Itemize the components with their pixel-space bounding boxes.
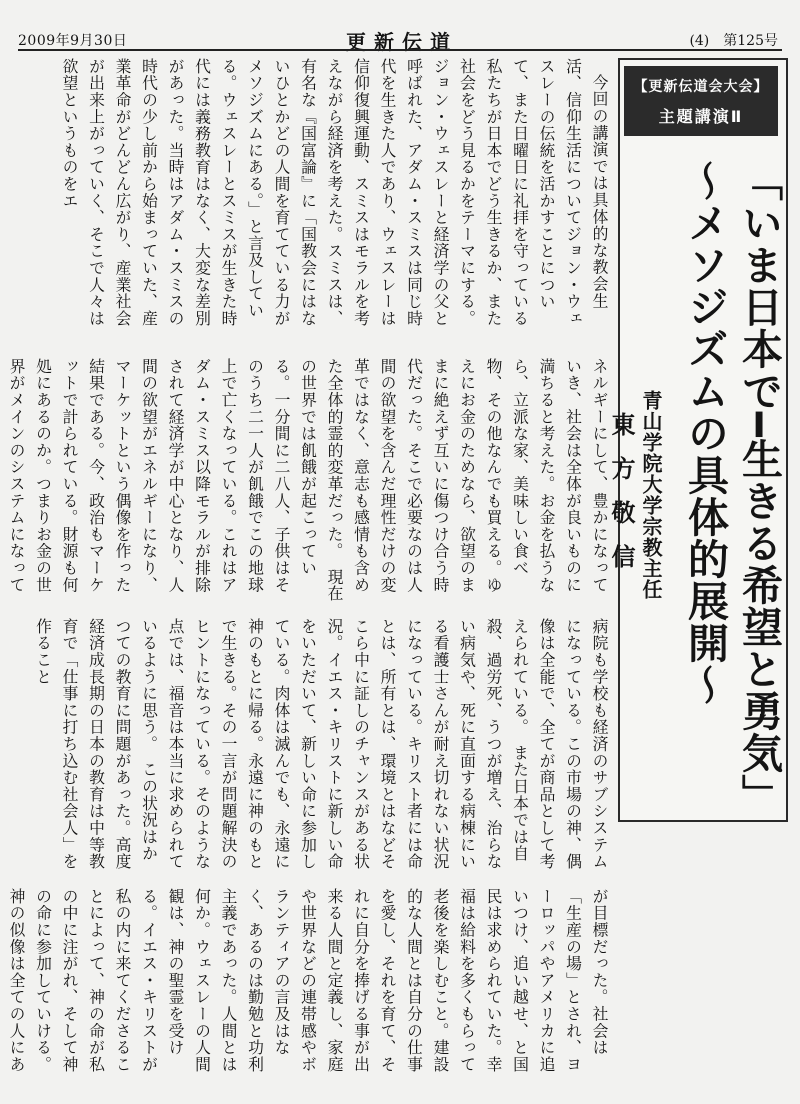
article-band-4	[7, 888, 612, 1088]
event-label: 【更新伝道会大会】	[633, 79, 769, 95]
byline	[607, 390, 666, 810]
article-body	[7, 58, 612, 1088]
title-line-2: ～メソジズムの具体的展開～	[681, 160, 729, 706]
article-band-1	[16, 58, 612, 342]
article-text-4: が目標だった。社会は「生産の場」とされ、ヨーロッパやアメリカに追いつけ、追い越せ、と国民は求められていた。幸福は給料を多くもらって老後を楽しむこと。建設的な人間とは自分の仕事を愛し、それを育て、それに自分を捧げる事が出来る人間と定義し、家庭や世界などの連帯感やボランティアの言及はなく、あるのは勤勉と功利主義であった。人間とは何か。ウェスレーの人間観は、神の聖霊を受ける。イエス・キリストが私の内に来てくださることによって、神の命が私の中に注がれ、そして神の命に参加していける。神の似像は全ての人にあ	[7, 888, 609, 1073]
lecture-label: 主題講演Ⅱ	[658, 107, 744, 126]
headline-box	[607, 58, 788, 822]
issue-date: 2009年9月30日	[18, 33, 128, 49]
article-band-3	[16, 618, 612, 872]
author-name: 東方敬信	[607, 412, 635, 588]
article-band-2	[7, 358, 612, 604]
article-title	[656, 160, 786, 816]
section-tag	[624, 66, 778, 136]
article-text-2: ネルギーにして、豊かになっていき、社会は全体が良いものに満ちると考えた。お金を払うなら、立派な家、美味しい食べ物、その他なんでも買える。ゆえにお金のためなら、欲望のままに絶えず互いに傷つけ合う時代だった。そこで必要なのは人間の欲望を含んだ理性だけの変革ではなく、意志も感情も含めた全体的霊的変革だった。 現在の世界では飢餓が起こっている。一分間に二八人、子供はそのうち二一人が飢餓でこの地球上で亡くなっている。これはアダム・スミス以降モラルが排除されて経済学が中心となり、人間の欲望がエネルギーになり、マーケットという偶像を作った結果である。今、政治もマーケットで計られている。財源も何処にあるのか。つまりお金の世界がメインのシステムになって	[7, 358, 609, 603]
header-rule	[18, 49, 782, 51]
article-text-1: 今回の講演では具体的な教会生活、信仰生活についてジョン・ウェスレーの伝統を活かすことについて、また日曜日に礼拝を守っている私たちが日本でどう生きるか、また社会をどう見るかをテーマにする。ジョン・ウェスレーと経済学の父と呼ばれた、アダム・スミスは同じ時代を生きた人であり、ウェスレーは信仰復興運動、スミスはモラルを考えながら経済を考えた。スミスは、有名な『国富論』に「国教会にはないひとかどの人間を育てている力がメソジズムにある。」と言及している。ウェスレーとスミスが生きた時代には義務教育はなく、大変な差別があった。当時はアダム・スミスの時代の少し前から始まっていた、産業革命がどんどん広がり、産業社会が出来上がっていく、そこで人々は欲望というものをエ	[60, 58, 609, 327]
issue-number: (4) 第125号	[689, 33, 778, 49]
author-affiliation: 青山学院大学宗教主任	[639, 390, 663, 600]
newsletter-title: 更新伝道	[346, 30, 458, 54]
article-text-3: 病院も学校も経済のサブシステムになっている。この市場の神、偶像は全能で、全てが商品として考えられている。 また日本では自殺、過労死、うつが増え、治らない病気や、死に直面する病棟にいる看護士さんが耐え切れない状況になっている。キリスト者には命とは、所有とは、環境とはなどそこら中に証しのチャンスがある状況。イエス・キリストに新しい命をいただいて、新しい命に参加している。肉体は滅んでも、永遠に神のもとに帰る。永遠に神のもとで生きる。その一言が問題解決のヒントになっている。そのような点では、福音は本当に求められているように思う。 この状況はかつての教育に問題があった。高度経済成長期の日本の教育は中等教育で「仕事に打ち込む社会人」を作ること	[33, 618, 609, 870]
title-line-1: 「いま日本で━生きる希望と勇気」	[735, 160, 783, 816]
page-header	[18, 8, 782, 54]
